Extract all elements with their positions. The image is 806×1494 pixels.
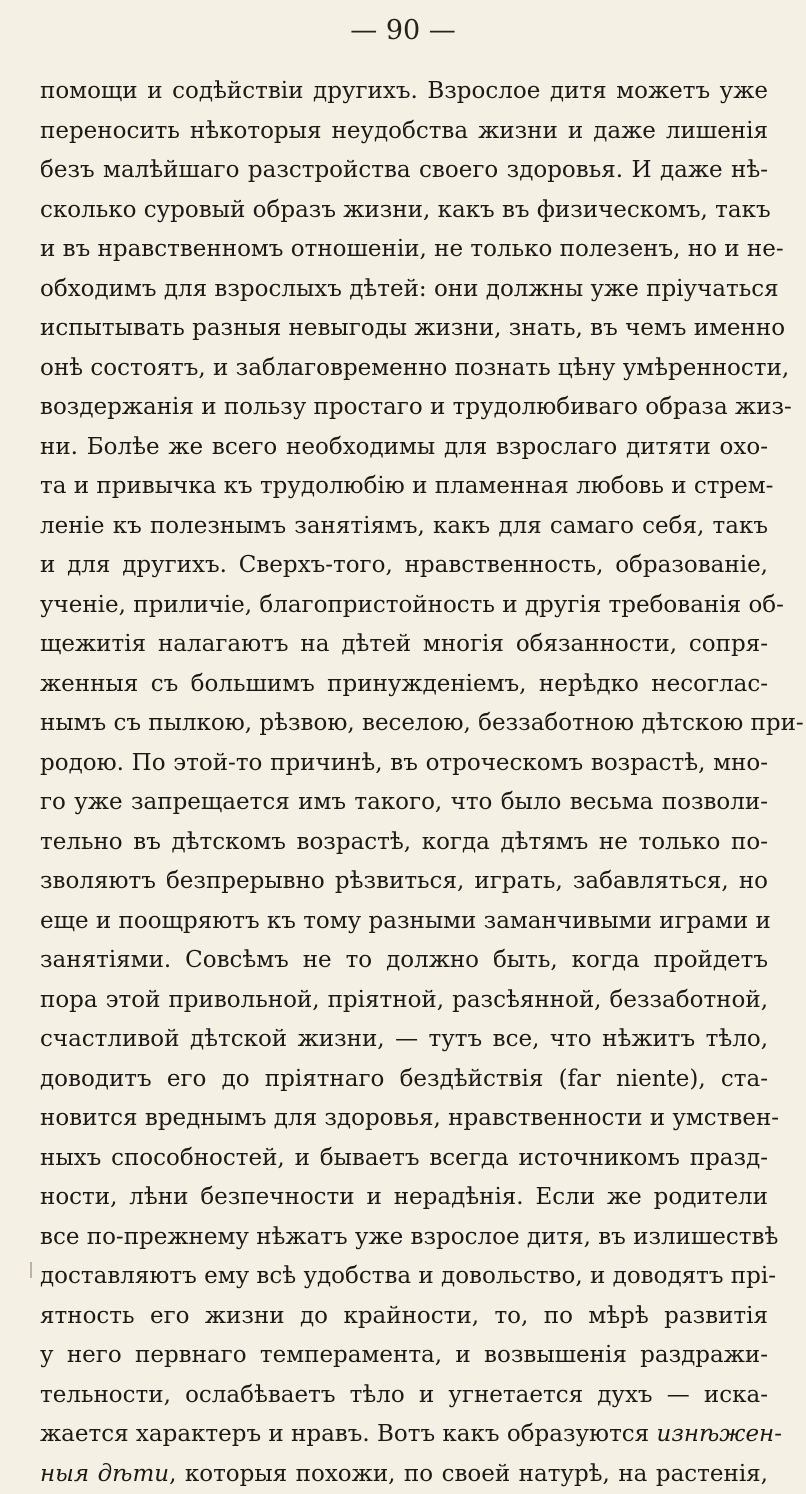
text-line: обходимъ для взрослыхъ дѣтей: они должны уже пріучаться	[40, 270, 768, 310]
text-line: переносить нѣкоторыя неудобства жизни и даже лишенія	[40, 112, 768, 152]
line-text: жается характеръ и нравъ. Вотъ какъ образуются	[40, 1421, 657, 1447]
text-line: счастливой дѣтской жизни, — тутъ все, что нѣжитъ тѣло,	[40, 1020, 768, 1060]
text-line: сколько суровый образъ жизни, какъ въ физическомъ, такъ	[40, 191, 768, 231]
text-line: воздержанія и пользу простаго и трудолюбиваго образа жиз-	[40, 388, 768, 428]
text-line: безъ малѣйшаго разстройства своего здоровья. И даже нѣ-	[40, 151, 768, 191]
text-line: помощи и содѣйствіи другихъ. Взрослое дитя можетъ уже	[40, 72, 768, 112]
text-line: доводитъ его до пріятнаго бездѣйствія (far niente), ста-	[40, 1060, 768, 1100]
text-line: женныя съ большимъ принужденіемъ, нерѣдко несоглас-	[40, 665, 768, 705]
text-line: щежитія налагаютъ на дѣтей многія обязанности, сопря-	[40, 625, 768, 665]
text-line: пора этой привольной, пріятной, разсѣянной, беззаботной,	[40, 981, 768, 1021]
text-line: ни. Болѣе же всего необходимы для взрослаго дитяти охо-	[40, 428, 768, 468]
text-line: родою. По этой-то причинѣ, въ отроческомъ возрастѣ, мно-	[40, 744, 768, 784]
text-line: тельности, ослабѣваетъ тѣло и угнетается духъ — иска-	[40, 1376, 768, 1416]
text-line: испытывать разныя невыгоды жизни, знать, въ чемъ именно	[40, 309, 768, 349]
text-line: леніе къ полезнымъ занятіямъ, какъ для самаго себя, такъ	[40, 507, 768, 547]
text-line: занятіями. Совсѣмъ не то должно быть, когда пройдетъ	[40, 941, 768, 981]
text-line: ности, лѣни безпечности и нерадѣнія. Если же родители	[40, 1178, 768, 1218]
page-number-header: — 90 —	[0, 14, 806, 48]
text-line: зволяютъ безпрерывно рѣзвиться, играть, забавляться, но	[40, 862, 768, 902]
text-line: го уже запрещается имъ такого, что было весьма позволи-	[40, 783, 768, 823]
text-body	[40, 72, 768, 1494]
text-line: и для другихъ. Сверхъ-того, нравственность, образованіе,	[40, 546, 768, 586]
paper-mark	[30, 1262, 32, 1278]
text-line	[40, 1415, 768, 1455]
line-text: , которыя похожи, по своей натурѣ, на растенія,	[169, 1461, 768, 1487]
text-line: ученіе, приличіе, благопристойность и другія требованія об-	[40, 586, 768, 626]
text-line: еще и поощряютъ къ тому разными заманчивыми играми и	[40, 902, 768, 942]
text-line: доставляютъ ему всѣ удобства и довольство, и доводятъ прі-	[40, 1257, 768, 1297]
text-line: все по-прежнему нѣжатъ уже взрослое дитя, въ излишествѣ	[40, 1218, 768, 1258]
text-line: онѣ состоятъ, и заблаговременно познать цѣну умѣренности,	[40, 349, 768, 389]
text-line: ныхъ способностей, и бываетъ всегда источникомъ празд-	[40, 1139, 768, 1179]
text-line	[40, 1455, 768, 1494]
text-line: новится вреднымъ для здоровья, нравственности и умствен-	[40, 1099, 768, 1139]
italic-term: ныя дѣти	[40, 1461, 169, 1487]
text-line: у него первнаго темперамента, и возвышенія раздражи-	[40, 1336, 768, 1376]
text-line: нымъ съ пылкою, рѣзвою, веселою, беззаботною дѣтскою при-	[40, 704, 768, 744]
text-line: и въ нравственномъ отношеніи, не только полезенъ, но и не-	[40, 230, 768, 270]
text-line: та и привычка къ трудолюбію и пламенная любовь и стрем-	[40, 467, 768, 507]
text-line: тельно въ дѣтскомъ возрастѣ, когда дѣтямъ не только по-	[40, 823, 768, 863]
text-line: ятность его жизни до крайности, то, по мѣрѣ развитія	[40, 1297, 768, 1337]
italic-term: изнѣжен-	[657, 1421, 782, 1447]
